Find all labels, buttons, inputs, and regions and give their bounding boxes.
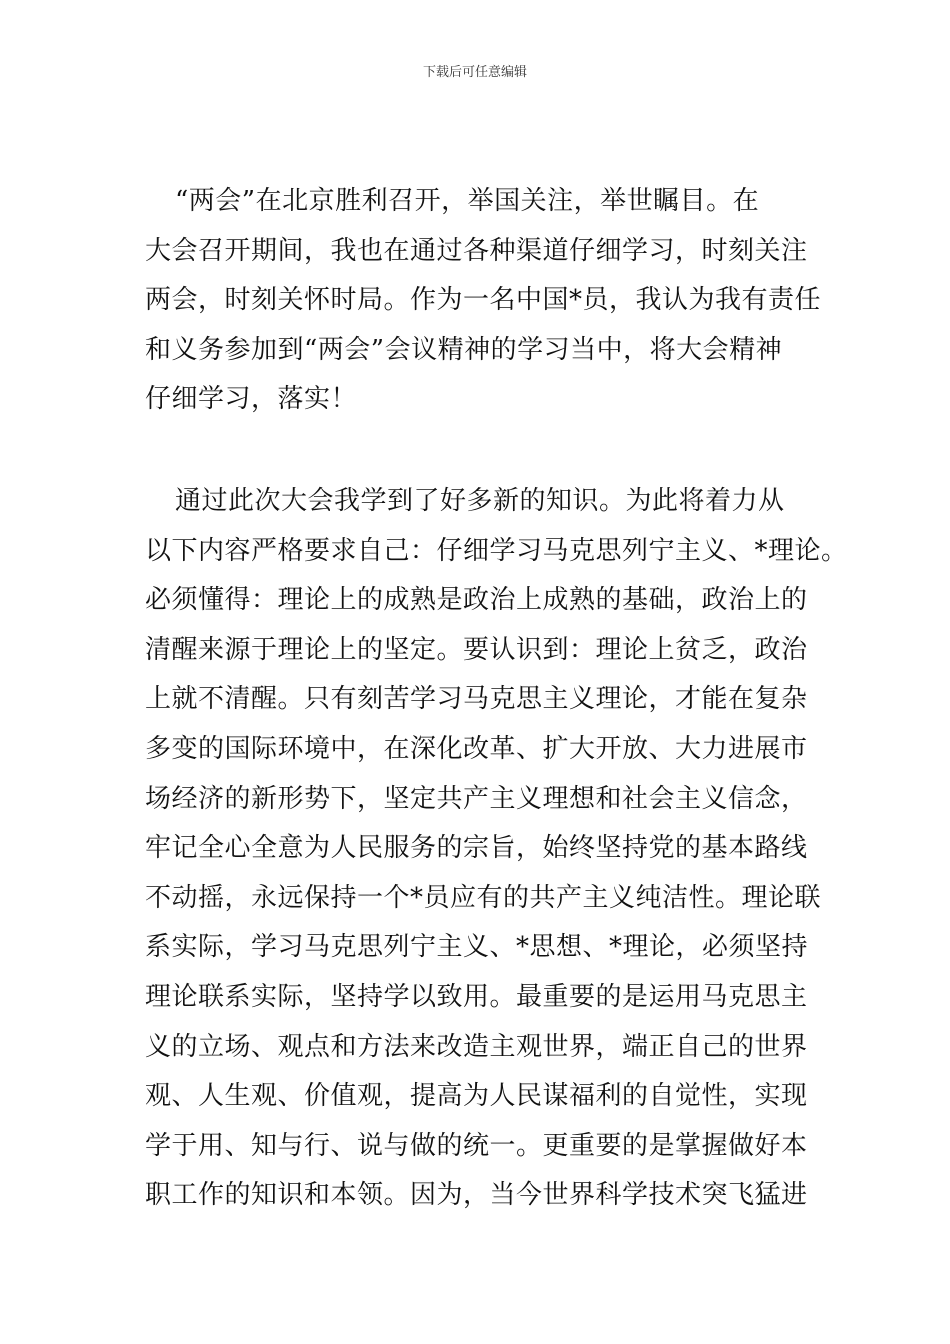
paragraph-line: 场经济的新形势下，坚定共产主义理想和社会主义信念， xyxy=(145,783,808,814)
paragraph-line: 学于用、知与行、说与做的统一。更重要的是掌握做好本 xyxy=(145,1130,808,1161)
page-header: 下载后可任意编辑 xyxy=(422,65,527,80)
paragraph-line: 和义务参加到“两会”会议精神的学习当中，将大会精神 xyxy=(145,334,783,365)
paragraph-line: 清醒来源于理论上的坚定。要认识到：理论上贫乏，政治 xyxy=(145,634,808,665)
paragraph-line: 多变的国际环境中，在深化改革、扩大开放、大力进展市 xyxy=(145,733,808,764)
paragraph-1 xyxy=(145,177,825,425)
paragraph-line: 理论联系实际，坚持学以致用。最重要的是运用马克思主 xyxy=(145,981,808,1012)
paragraph-line: 牢记全心全意为人民服务的宗旨，始终坚持党的基本路线 xyxy=(145,833,808,864)
paragraph-line: 仔细学习，落实！ xyxy=(145,384,358,415)
paragraph-2 xyxy=(145,477,848,1221)
paragraph-line: “两会”在北京胜利召开，举国关注，举世瞩目。在 xyxy=(175,186,760,216)
paragraph-line: 观、人生观、价值观，提高为人民谋福利的自觉性，实现 xyxy=(145,1081,808,1112)
paragraph-line: 不动摇，永远保持一个*员应有的共产主义纯洁性。理论联 xyxy=(145,882,822,913)
paragraph-line: 大会召开期间，我也在通过各种渠道仔细学习，时刻关注 xyxy=(145,235,808,266)
paragraph-line: 两会，时刻关怀时局。作为一名中国*员，我认为我有责任 xyxy=(145,285,822,316)
paragraph-line: 职工作的知识和本领。因为，当今世界科学技术突飞猛进 xyxy=(145,1180,808,1211)
paragraph-line: 以下内容严格要求自己：仔细学习马克思列宁主义、*理论。 xyxy=(145,535,848,566)
paragraph-line: 上就不清醒。只有刻苦学习马克思主义理论，才能在复杂 xyxy=(145,684,808,715)
paragraph-line: 义的立场、观点和方法来改造主观世界，端正自己的世界 xyxy=(145,1031,808,1062)
paragraph-line: 通过此次大会我学到了好多新的知识。为此将着力从 xyxy=(175,486,785,516)
paragraph-line: 系实际，学习马克思列宁主义、*思想、*理论，必须坚持 xyxy=(145,932,809,963)
paragraph-line: 必须懂得：理论上的成熟是政治上成熟的基础，政治上的 xyxy=(145,585,808,616)
